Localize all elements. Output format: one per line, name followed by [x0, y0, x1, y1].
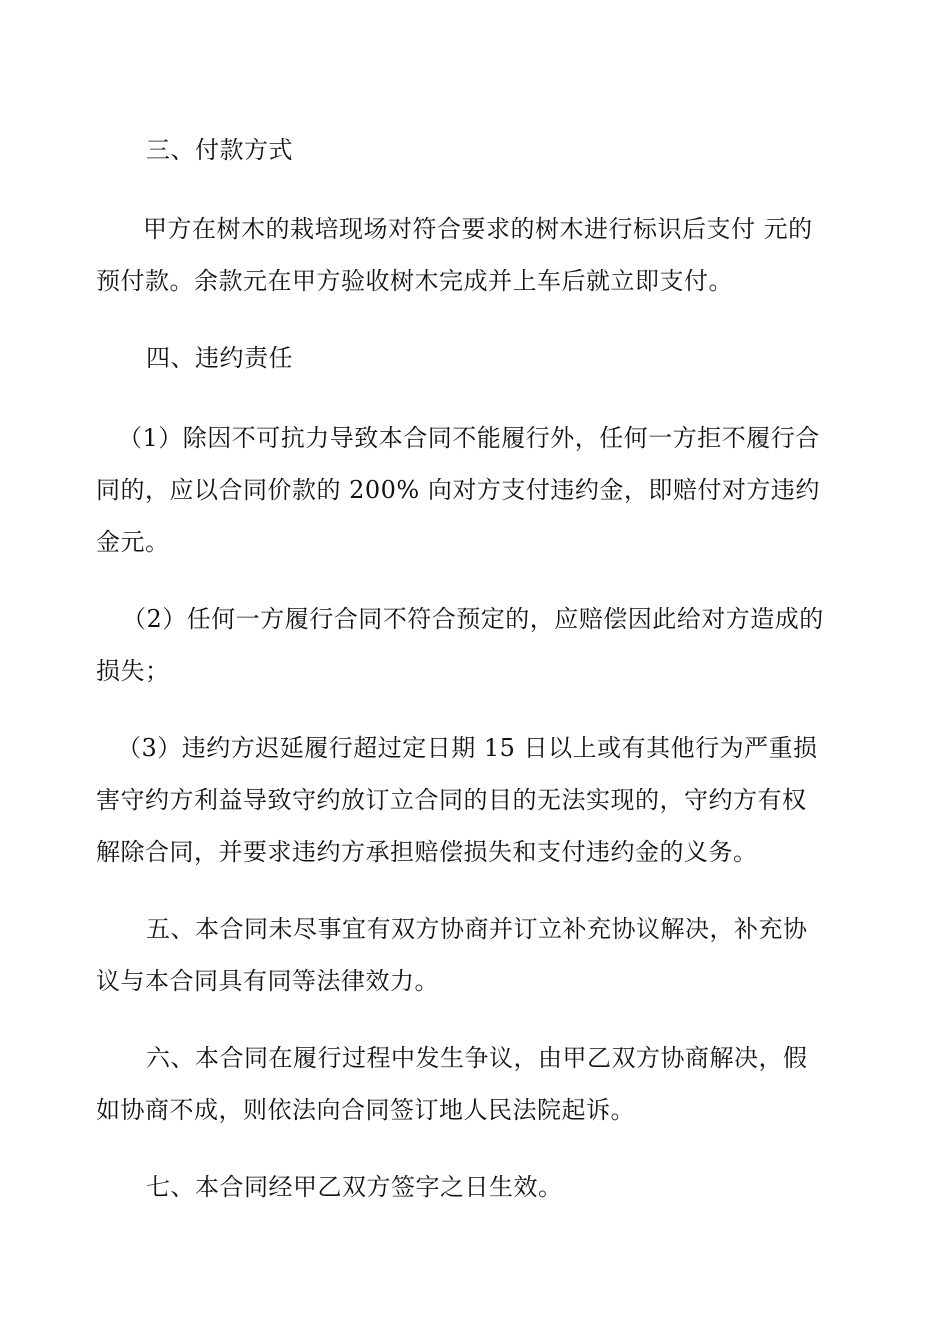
section-heading-payment: 三、付款方式 [146, 136, 293, 164]
paragraph-line: （2）任何一方履行合同不符合预定的，应赔偿因此给对方造成的 [122, 605, 824, 633]
paragraph-line: （1）除因不可抗力导致本合同不能履行外，任何一方拒不履行合 [118, 424, 820, 452]
paragraph-line: 金元。 [96, 528, 170, 556]
paragraph-line: 解除合同，并要求违约方承担赔偿损失和支付违约金的义务。 [96, 838, 758, 866]
paragraph-line: 预付款。余款元在甲方验收树木完成并上车后就立即支付。 [96, 267, 733, 295]
paragraph-line: 如协商不成，则依法向合同签订地人民法院起诉。 [96, 1096, 635, 1124]
paragraph-line: 损失； [96, 657, 170, 685]
paragraph-line: 五、本合同未尽事宜有双方协商并订立补充协议解决，补充协 [146, 915, 808, 943]
paragraph-line: 同的，应以合同价款的 200% 向对方支付违约金，即赔付对方违约 [96, 476, 820, 504]
paragraph-line: （3）违约方迟延履行超过定日期 15 日以上或有其他行为严重损 [117, 734, 818, 762]
paragraph-line: 害守约方利益导致守约放订立合同的目的无法实现的，守约方有权 [96, 786, 807, 814]
paragraph-line: 六、本合同在履行过程中发生争议，由甲乙双方协商解决，假 [146, 1044, 808, 1072]
paragraph-line: 七、本合同经甲乙双方签字之日生效。 [146, 1173, 563, 1201]
section-heading-breach: 四、违约责任 [146, 344, 293, 372]
paragraph-line: 议与本合同具有同等法律效力。 [96, 967, 439, 995]
paragraph-line: 甲方在树木的栽培现场对符合要求的树木进行标识后支付 元的 [143, 215, 813, 243]
